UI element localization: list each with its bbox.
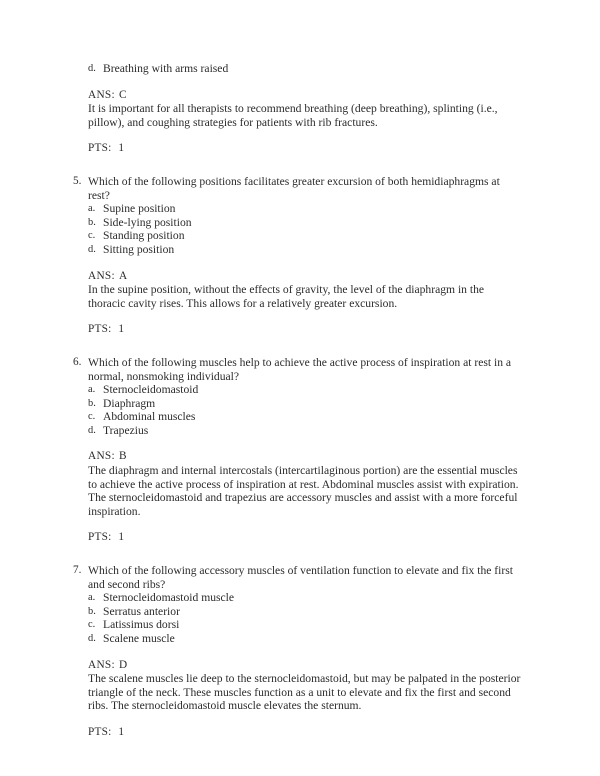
question-text: Which of the following positions facilitates greater excursion of both hemidiaphragms at rest?	[88, 174, 500, 202]
question-text: Which of the following muscles help to achieve the active process of inspiration at rest in a normal, nonsmoking individual?	[88, 355, 512, 383]
points-line	[73, 142, 521, 156]
list-item	[73, 591, 521, 605]
answer-value: D	[118, 658, 128, 671]
question-stem	[73, 175, 521, 202]
points-value: 1	[118, 323, 125, 336]
answer-value: B	[118, 450, 127, 463]
spacer	[73, 545, 521, 564]
option-text: Diaphragm	[103, 396, 156, 410]
list-item	[73, 229, 521, 243]
answer-line	[73, 89, 521, 103]
points-line	[73, 726, 521, 740]
spacer	[73, 129, 521, 142]
points-line	[73, 323, 521, 337]
answer-line	[73, 450, 521, 464]
option-list	[73, 591, 521, 645]
option-text: Latissimus dorsi	[103, 618, 180, 632]
option-letter: b.	[88, 397, 96, 409]
option-letter: d.	[88, 424, 96, 436]
option-text: Standing position	[103, 229, 185, 243]
option-letter: d.	[88, 243, 96, 255]
spacer	[73, 437, 521, 450]
option-letter: b.	[88, 605, 96, 617]
question-stem	[73, 564, 521, 591]
option-letter: a.	[88, 203, 96, 215]
answer-value: A	[118, 269, 128, 282]
question-number: 6.	[73, 355, 82, 368]
option-text: Scalene muscle	[103, 632, 175, 645]
points-value: 1	[118, 725, 125, 738]
option-letter: a.	[88, 592, 96, 604]
option-text: Sitting position	[103, 242, 175, 256]
option-text: Breathing with arms raised	[103, 62, 229, 75]
points-value: 1	[118, 531, 125, 544]
spacer	[73, 646, 521, 659]
points-line	[73, 531, 521, 545]
question-block	[73, 356, 521, 564]
option-text: Side-lying position	[103, 215, 192, 229]
question-number: 7.	[73, 564, 82, 577]
list-item	[73, 202, 521, 216]
question-text: Which of the following accessory muscles of ventilation function to elevate and fix the first and second ribs?	[88, 564, 513, 591]
list-item	[73, 397, 521, 411]
option-letter: d.	[88, 63, 96, 74]
spacer	[73, 156, 521, 175]
list-item	[73, 410, 521, 424]
answer-line	[73, 659, 521, 673]
option-letter: c.	[88, 411, 96, 423]
spacer	[73, 713, 521, 726]
question-number: 5.	[73, 174, 82, 187]
list-item	[73, 383, 521, 397]
spacer	[73, 518, 521, 531]
option-text: Trapezius	[103, 423, 149, 437]
answer-label: ANS:	[88, 450, 115, 463]
option-letter: b.	[88, 216, 96, 228]
answer-label: ANS:	[88, 658, 115, 671]
option-text: Supine position	[103, 202, 176, 216]
option-list	[73, 202, 521, 256]
option-letter: c.	[88, 230, 96, 242]
points-value: 1	[118, 142, 125, 155]
answer-value: C	[118, 88, 127, 101]
spacer	[73, 257, 521, 270]
spacer	[73, 337, 521, 356]
list-item	[73, 618, 521, 632]
question-list	[73, 175, 521, 740]
rationale-text: The scalene muscles lie deep to the sternocleidomastoid, but may be palpated in the posterior triangle of the neck. These muscles function as a unit to elevate and fix the first and second ribs. The sternocleidomastoid muscle elevates the sternum.	[88, 672, 521, 713]
answer-line	[73, 270, 521, 284]
spacer	[73, 76, 521, 89]
list-item	[73, 243, 521, 257]
points-label: PTS:	[88, 323, 112, 336]
spacer	[73, 310, 521, 323]
option-text: Sternocleidomastoid	[103, 383, 199, 397]
option-letter: d.	[88, 633, 96, 644]
rationale-text: In the supine position, without the effects of gravity, the level of the diaphragm in the thoracic cavity rises. This allows for a relatively greater excursion.	[88, 283, 485, 310]
question-stem	[73, 356, 521, 383]
list-item	[73, 424, 521, 438]
points-label: PTS:	[88, 531, 112, 544]
rationale-text: The diaphragm and internal intercostals (intercartilaginous portion) are the essential muscles to achieve the active process of inspiration at rest. Abdominal muscles assist with expiration. The sternocleidomastoid and trapezius are accessory muscles and assist with a more forceful inspiration.	[88, 464, 519, 518]
option-text: Serratus anterior	[103, 604, 180, 618]
answer-label: ANS:	[88, 269, 115, 282]
answer-label: ANS:	[88, 88, 115, 101]
document-content	[73, 62, 521, 740]
question-block	[73, 564, 521, 740]
option-text: Sternocleidomastoid muscle	[103, 591, 235, 605]
list-item	[73, 632, 521, 646]
rationale-text: It is important for all therapists to recommend breathing (deep breathing), splinting (i.e., pillow), and coughing strategies for patients with rib fractures.	[88, 102, 498, 129]
list-item	[73, 62, 521, 76]
option-letter: c.	[88, 619, 96, 631]
option-text: Abdominal muscles	[103, 410, 196, 424]
points-label: PTS:	[88, 142, 112, 155]
points-label: PTS:	[88, 725, 112, 738]
list-item	[73, 216, 521, 230]
list-item	[73, 605, 521, 619]
option-letter: a.	[88, 384, 96, 396]
option-list	[73, 383, 521, 437]
question-block	[73, 175, 521, 356]
